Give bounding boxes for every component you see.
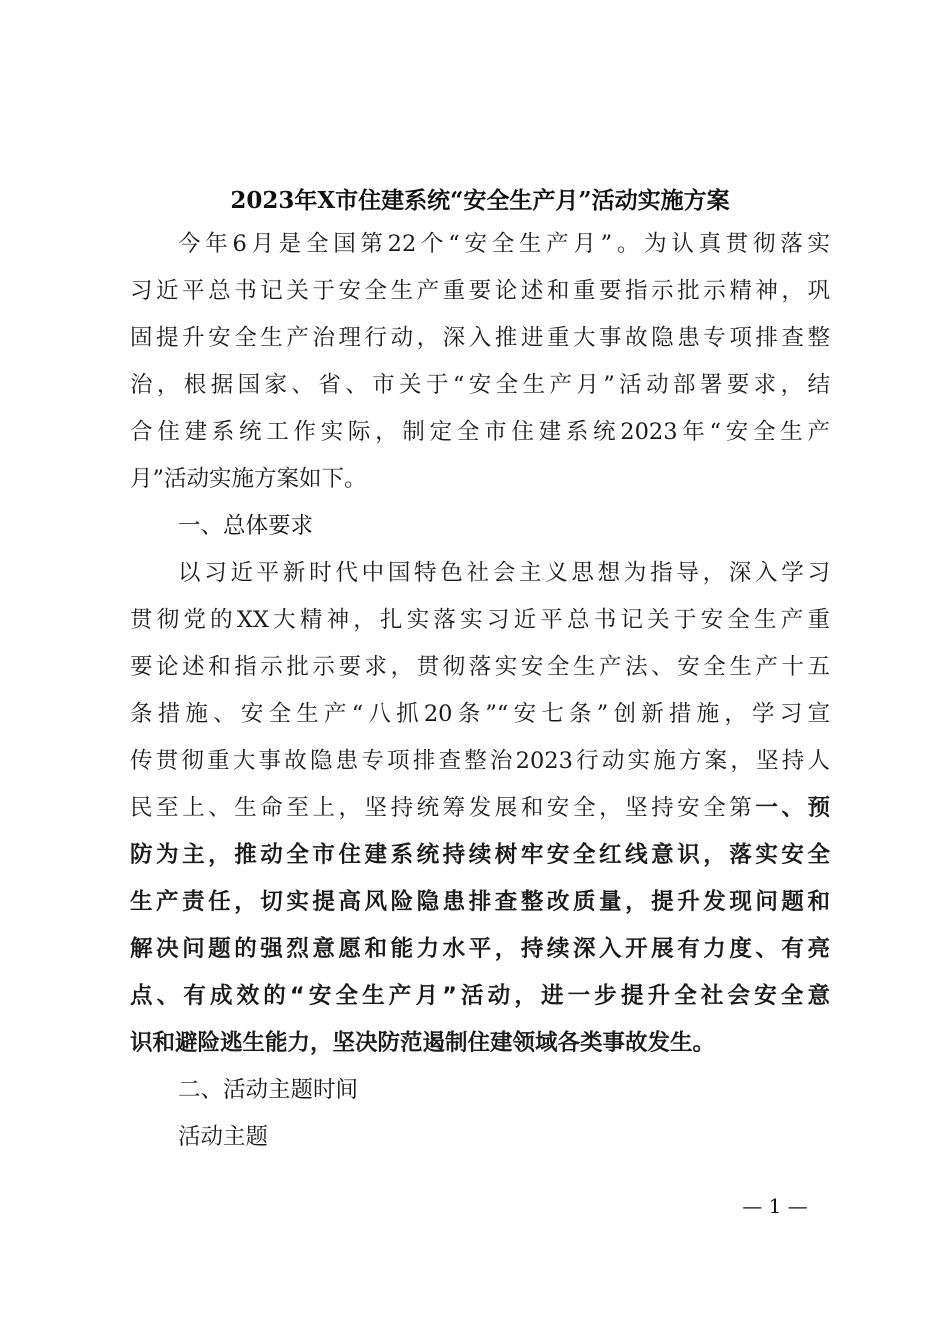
intro-line-3: 固提升安全生产治理行动，深入推进重大事故隐患专项排查整 [130,325,830,351]
section1-line-6-bold: 一、预 [755,795,830,821]
section1-bold-line-4: 点、有成效的“安全生产月”活动，进一步提升全社会安全意 [130,983,830,1009]
section1-line-2: 贯彻党的XX大精神，扎实落实习近平总书记关于安全生产重 [130,607,830,633]
document-title: 2023年X市住建系统“安全生产月”活动实施方案 [230,187,730,214]
section1-line-1: 以习近平新时代中国特色社会主义思想为指导，深入学习 [178,560,830,586]
section1-bold-line-3: 解决问题的强烈意愿和能力水平，持续深入开展有力度、有亮 [130,936,830,962]
page-number: — 1 — [742,1194,808,1218]
section1-bold-line-1: 防为主，推动全市住建系统持续树牢安全红线意识，落实安全 [130,842,830,868]
section1-line-6-normal: 民至上、生命至上，坚持统筹发展和安全，坚持安全第 [130,795,756,821]
intro-line-4: 治，根据国家、省、市关于“安全生产月”活动部署要求，结 [130,372,830,398]
intro-line-2: 习近平总书记关于安全生产重要论述和重要指示批示精神，巩 [130,278,830,304]
intro-line-1: 今年6月是全国第22个“安全生产月”。为认真贯彻落实 [178,231,830,257]
section1-line-3: 要论述和指示批示要求，贯彻落实安全生产法、安全生产十五 [130,654,830,680]
section-heading-activity-theme-time: 二、活动主题时间 [178,1077,359,1103]
section1-line-6 [130,785,830,831]
intro-line-5: 合住建系统工作实际，制定全市住建系统2023年“安全生产 [130,419,830,445]
section1-line-5: 传贯彻重大事故隐患专项排查整治2023行动实施方案，坚持人 [130,748,830,774]
section2-subheading: 活动主题 [178,1124,269,1150]
section1-bold-line-2: 生产责任，切实提高风险隐患排查整改质量，提升发现问题和 [130,889,830,915]
intro-line-6: 月”活动实施方案如下。 [130,466,367,492]
section1-line-4: 条措施、安全生产“八抓20条”“安七条”创新措施，学习宣 [130,701,830,727]
section-heading-general-requirements: 一、总体要求 [178,513,314,539]
section1-bold-line-5: 识和避险逃生能力，坚决防范遏制住建领域各类事故发生。 [130,1030,716,1056]
